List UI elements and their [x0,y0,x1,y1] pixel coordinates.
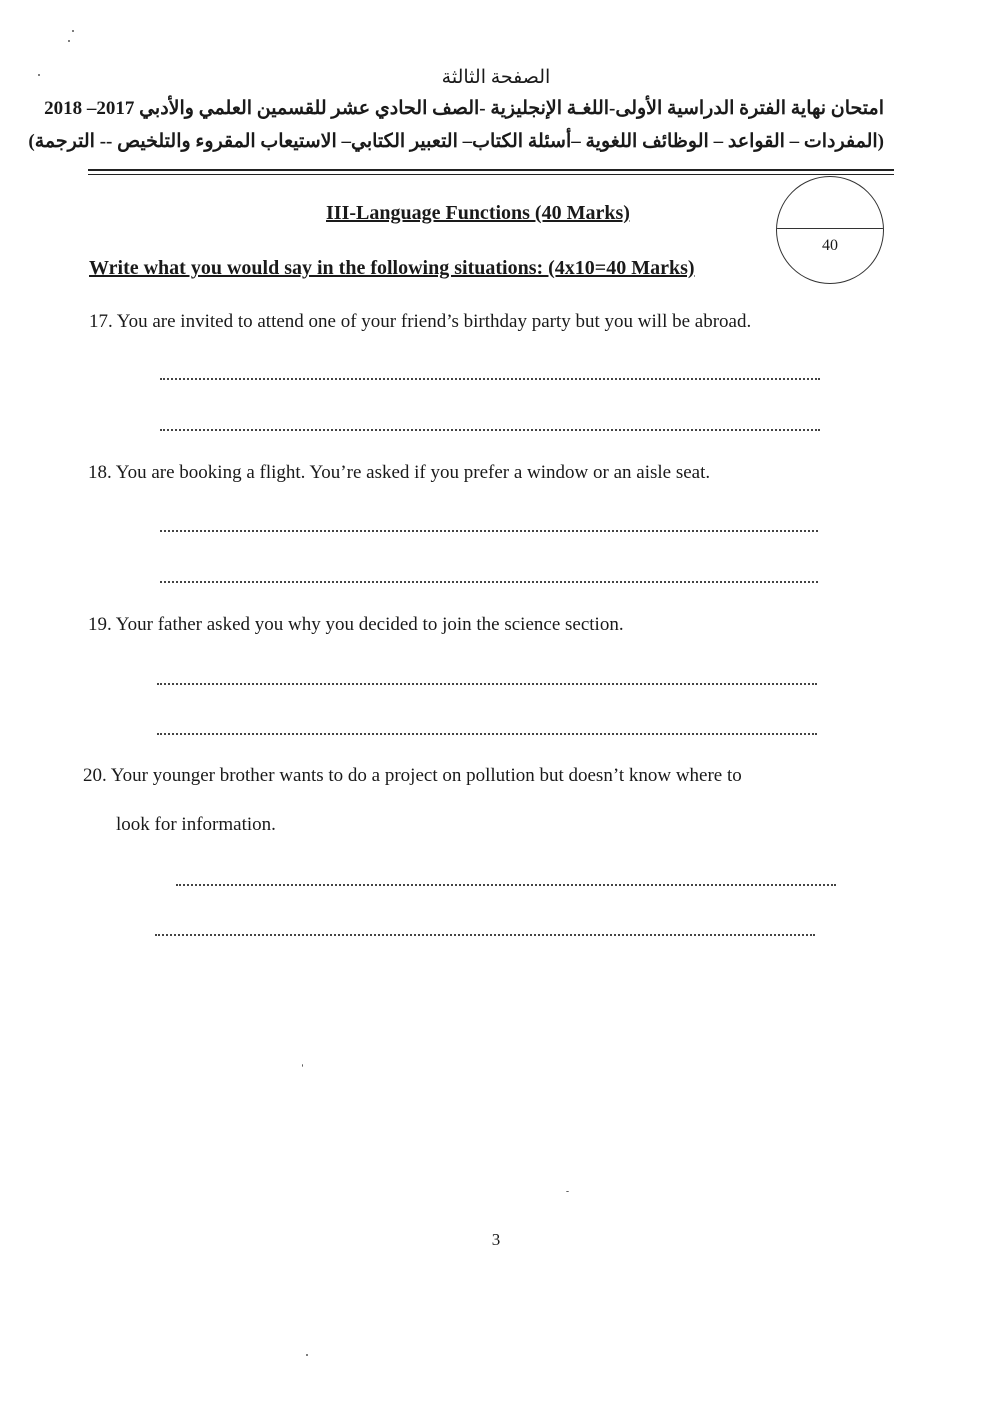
answer-line[interactable] [157,733,817,735]
scan-speck [566,1191,569,1192]
answer-line[interactable] [176,884,836,886]
question-number: 20. [83,765,107,786]
question-19 [88,614,624,636]
score-circle [776,176,884,284]
section-title: III-Language Functions (40 Marks) [326,202,630,224]
question-20 [83,765,742,787]
question-number: 18. [88,462,112,483]
page-label: الصفحة الثالثة [441,67,551,88]
header-divider-secondary [88,174,894,175]
scan-speck [302,1064,303,1067]
question-text: Your younger brother wants to do a project on pollution but doesn’t know where to [110,765,742,786]
answer-line[interactable] [160,429,820,431]
exam-title: امتحان نهاية الفترة الدراسية الأولى-اللغـة الإنجليزية -الصف الحادي عشر للقسمين العلمي والأدبي 2017– 2018 [44,98,884,119]
exam-sections: (المفردات – القواعد – الوظائف اللغوية –أسئلة الكتاب– التعبير الكتابي– الاستيعاب المقروء والتلخيص -- الترجمة) [28,131,884,152]
question-number: 19. [88,614,112,635]
answer-line[interactable] [160,530,818,532]
answer-line[interactable] [155,934,815,936]
answer-line[interactable] [160,581,818,583]
question-text: You are booking a flight. You’re asked if you prefer a window or an aisle seat. [115,462,711,483]
question-number: 17. [89,311,113,332]
question-17 [89,311,751,333]
scan-speck [306,1354,308,1356]
question-text: You are invited to attend one of your friend’s birthday party but you will be abroad. [116,311,752,332]
answer-line[interactable] [157,683,817,685]
scan-speck [68,40,70,42]
section-instruction: Write what you would say in the following situations: (4x10=40 Marks) [89,257,695,279]
question-text: Your father asked you why you decided to join the science section. [115,614,624,635]
question-20-continued: look for information. [116,814,276,835]
scan-speck [72,30,74,32]
score-value: 40 [822,237,838,254]
scan-speck [38,74,40,76]
question-18 [88,462,710,484]
header-divider [88,169,894,171]
score-circle-divider [777,228,883,229]
page-number: 3 [491,1230,501,1249]
answer-line[interactable] [160,378,820,380]
